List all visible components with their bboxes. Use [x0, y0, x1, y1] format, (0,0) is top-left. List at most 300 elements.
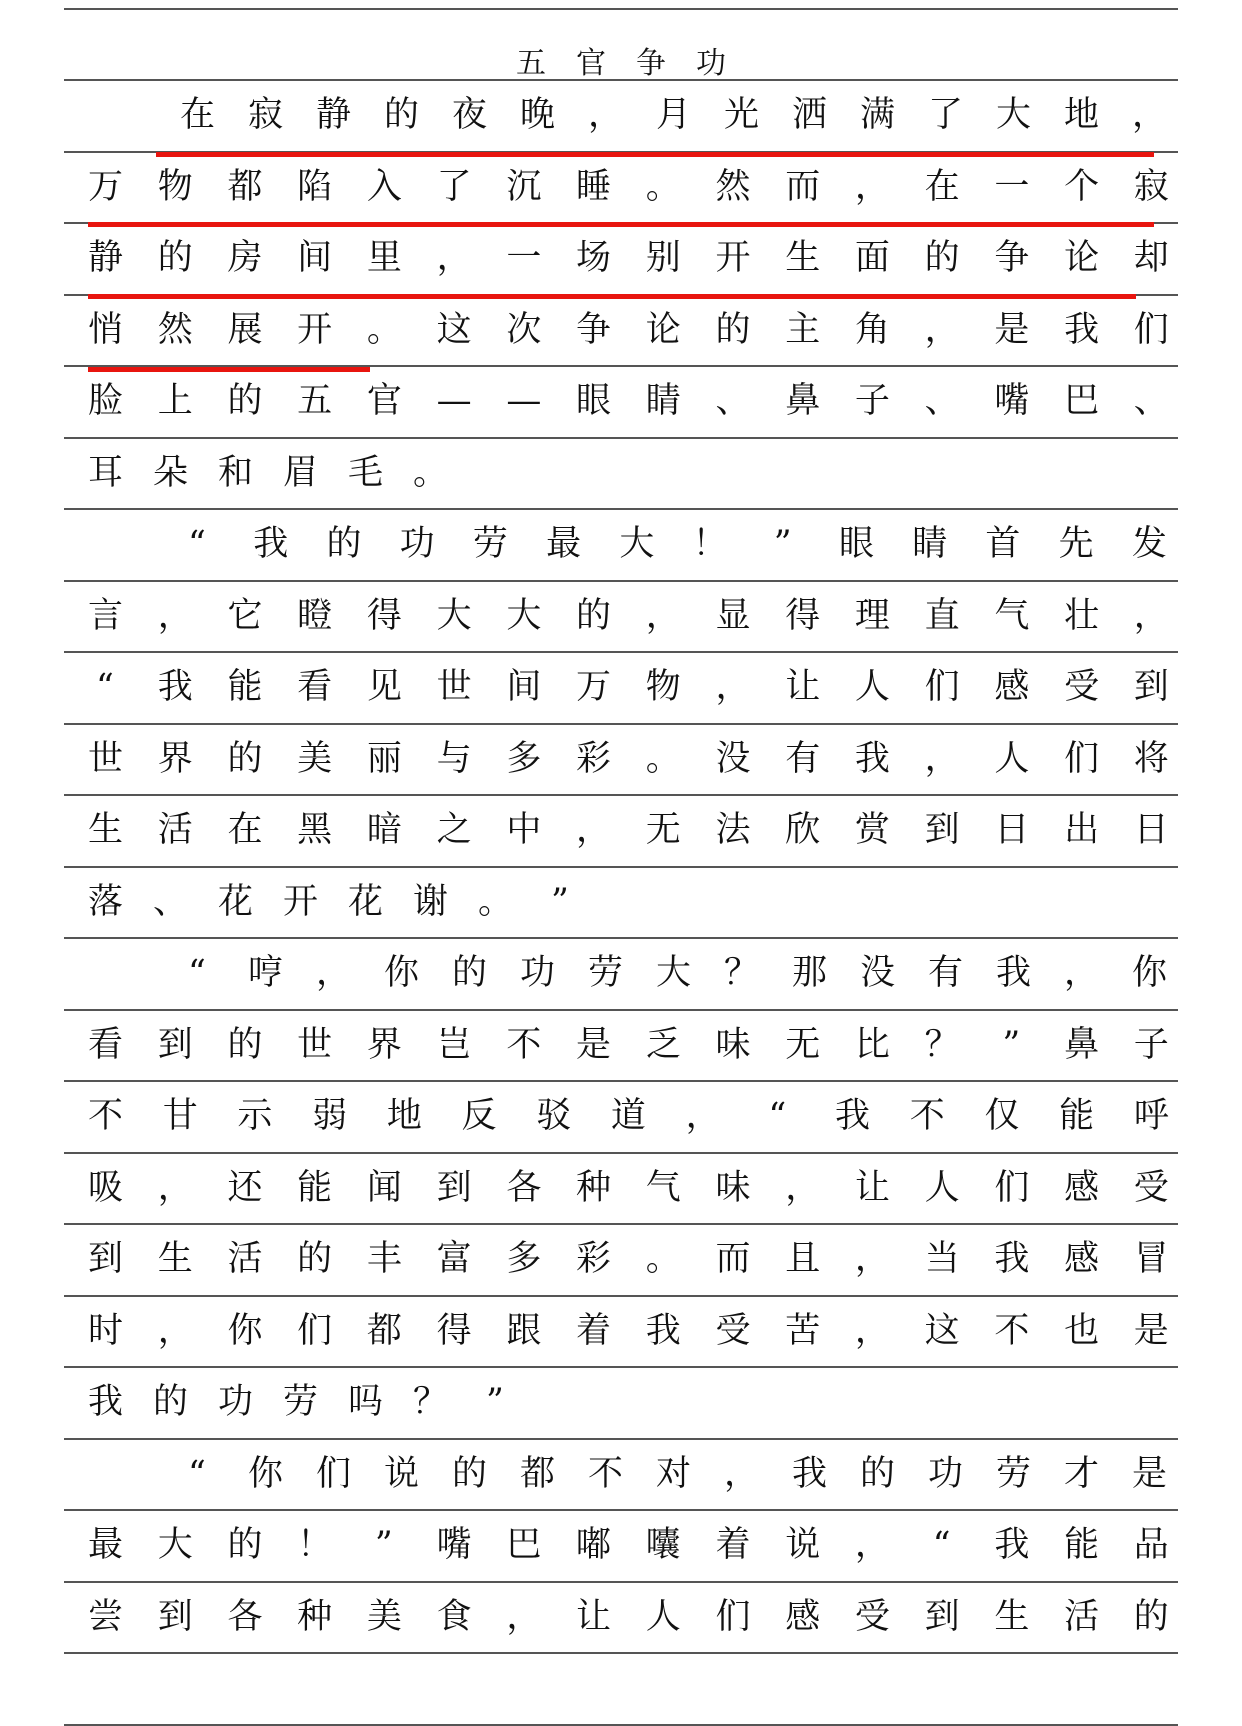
character: 彩	[576, 1238, 612, 1279]
character: 这	[436, 309, 472, 350]
character: 且	[785, 1238, 821, 1279]
character: 个	[1064, 166, 1100, 207]
rule-line	[64, 1366, 1178, 1368]
character: 我	[792, 1453, 828, 1494]
character: 理	[854, 595, 890, 636]
text-line	[88, 802, 1168, 858]
rule-line	[64, 1509, 1178, 1511]
character: 多	[506, 1238, 542, 1279]
character: ，	[576, 809, 612, 850]
character: 不	[994, 1310, 1030, 1351]
text-line	[88, 373, 1168, 429]
character: ，	[924, 309, 960, 350]
character: 的	[227, 1024, 263, 1065]
character: ，	[157, 1167, 193, 1208]
character: 黑	[297, 809, 333, 850]
text-line	[180, 87, 1166, 143]
character: ，	[506, 1596, 542, 1637]
character: 。	[645, 1238, 681, 1279]
rule-line	[64, 723, 1178, 725]
character: 生	[88, 809, 124, 850]
character: 一	[506, 237, 542, 278]
character: 而	[785, 166, 821, 207]
character: 品	[1133, 1524, 1169, 1565]
character: 劳	[472, 523, 508, 564]
character: 得	[366, 595, 402, 636]
character: ，	[854, 1238, 890, 1279]
character: “	[768, 1095, 787, 1136]
character: ”	[551, 881, 569, 922]
rule-line	[64, 1438, 1178, 1440]
text-line	[88, 302, 1168, 358]
character: 嘟	[576, 1524, 612, 1565]
character: 感	[1064, 1238, 1100, 1279]
character: 弱	[312, 1095, 348, 1136]
character: 言	[88, 595, 124, 636]
character: ！	[692, 523, 728, 564]
character: 受	[715, 1310, 751, 1351]
text-line	[88, 445, 1168, 501]
character: 还	[227, 1167, 263, 1208]
text-line	[180, 945, 1166, 1001]
character: 也	[1064, 1310, 1100, 1351]
character: 你	[248, 1453, 284, 1494]
character: 、	[924, 380, 960, 421]
character: 物	[645, 666, 681, 707]
character: 受	[1064, 666, 1100, 707]
character: 我	[1064, 309, 1100, 350]
character: 才	[1064, 1453, 1100, 1494]
character: 论	[645, 309, 681, 350]
text-line	[88, 1231, 1168, 1287]
character: 别	[645, 237, 681, 278]
character: 间	[506, 666, 542, 707]
character: 出	[1064, 809, 1100, 850]
character: 无	[645, 809, 681, 850]
character: 面	[854, 237, 890, 278]
character: 呼	[1133, 1095, 1169, 1136]
character: 气	[994, 595, 1030, 636]
character: 多	[506, 738, 542, 779]
character: 陷	[297, 166, 333, 207]
character: “	[188, 952, 206, 993]
character: 世	[88, 738, 124, 779]
character: 功	[520, 952, 556, 993]
character: 发	[1131, 523, 1167, 564]
character: 壮	[1064, 595, 1100, 636]
character: 、	[153, 881, 189, 922]
red-underline	[88, 294, 1136, 299]
text-line	[88, 159, 1168, 215]
character: 见	[366, 666, 402, 707]
character: ，	[785, 1167, 821, 1208]
character: 能	[297, 1167, 333, 1208]
rule-line	[64, 580, 1178, 582]
character: 论	[1064, 237, 1100, 278]
character: 美	[297, 738, 333, 779]
rule-line	[64, 937, 1178, 939]
red-underline	[88, 222, 1154, 227]
character: 们	[715, 1596, 751, 1637]
character: 到	[436, 1167, 472, 1208]
character: 大	[656, 952, 692, 993]
character: 场	[576, 237, 612, 278]
character: 角	[854, 309, 890, 350]
character: 劳	[996, 1453, 1032, 1494]
character: 比	[854, 1024, 890, 1065]
character: 无	[785, 1024, 821, 1065]
character: 我	[253, 523, 289, 564]
character: 闻	[366, 1167, 402, 1208]
character: 主	[785, 309, 821, 350]
character: 仅	[984, 1095, 1020, 1136]
character: 五	[297, 380, 333, 421]
text-line	[88, 659, 1168, 715]
character: 活	[157, 809, 193, 850]
character: 味	[715, 1167, 751, 1208]
rule-line	[64, 1581, 1178, 1583]
character: 不	[588, 1453, 624, 1494]
character: 的	[157, 237, 193, 278]
rule-line	[64, 437, 1178, 439]
character: 到	[157, 1596, 193, 1637]
character: 到	[157, 1024, 193, 1065]
character: 赏	[854, 809, 890, 850]
character: 得	[436, 1310, 472, 1351]
character: 我	[157, 666, 193, 707]
character: 最	[546, 523, 582, 564]
character: 劳	[588, 952, 624, 993]
character: 里	[366, 237, 402, 278]
character: “	[932, 1524, 951, 1565]
character: 们	[1064, 738, 1100, 779]
character: 在	[924, 166, 960, 207]
rule-line	[64, 1009, 1178, 1011]
character: 是	[1132, 1453, 1168, 1494]
rule-line	[64, 1652, 1178, 1654]
character: 大	[436, 595, 472, 636]
character: 说	[384, 1453, 420, 1494]
character: 大	[157, 1524, 193, 1565]
character: 间	[297, 237, 333, 278]
character: 功	[928, 1453, 964, 1494]
character: 睡	[576, 166, 612, 207]
character: 房	[227, 237, 263, 278]
character: 尝	[88, 1596, 124, 1637]
character: 最	[88, 1524, 124, 1565]
character: 到	[924, 1596, 960, 1637]
rule-line	[64, 866, 1178, 868]
character: “	[96, 666, 114, 707]
character: 岂	[436, 1024, 472, 1065]
character: 让	[785, 666, 821, 707]
character: 争	[576, 309, 612, 350]
character: 人	[994, 738, 1030, 779]
character: 丰	[366, 1238, 402, 1279]
character: ”	[773, 523, 792, 564]
character: 世	[297, 1024, 333, 1065]
character: 劳	[283, 1381, 319, 1422]
character: 是	[576, 1024, 612, 1065]
character: 欣	[785, 809, 821, 850]
character: 着	[576, 1310, 612, 1351]
character: ，	[645, 595, 681, 636]
character: 美	[366, 1596, 402, 1637]
character: ”	[374, 1524, 393, 1565]
character: 反	[461, 1095, 497, 1136]
character: 那	[792, 952, 828, 993]
character: 了	[436, 166, 472, 207]
character: ，	[854, 1310, 890, 1351]
character: 食	[436, 1596, 472, 1637]
text-line	[88, 1160, 1168, 1216]
character: 的	[297, 1238, 333, 1279]
character: 富	[436, 1238, 472, 1279]
character: 朵	[153, 452, 189, 493]
text-line	[88, 1088, 1168, 1144]
character: 子	[1133, 1024, 1169, 1065]
character: 。	[478, 881, 514, 922]
character: 嘴	[994, 380, 1030, 421]
character: ？	[924, 1024, 960, 1065]
character: 界	[157, 738, 193, 779]
character: 的	[860, 1453, 896, 1494]
character: 让	[854, 1167, 890, 1208]
rule-line	[64, 1295, 1178, 1297]
character: 感	[1064, 1167, 1100, 1208]
character: 我	[994, 1238, 1030, 1279]
character: 有	[928, 952, 964, 993]
text-line	[88, 1017, 1168, 1073]
character: 生	[157, 1238, 193, 1279]
character: 吸	[88, 1167, 124, 1208]
character: 展	[227, 309, 263, 350]
character: 看	[88, 1024, 124, 1065]
character: ？	[413, 1381, 449, 1422]
character: ，	[724, 1453, 760, 1494]
character: 静	[316, 94, 352, 135]
character: 都	[520, 1453, 556, 1494]
character: 各	[506, 1167, 542, 1208]
character: 。	[645, 166, 681, 207]
character: 种	[297, 1596, 333, 1637]
character: ，	[854, 166, 890, 207]
character: 有	[785, 738, 821, 779]
rule-line	[64, 79, 1178, 81]
character: 耳	[88, 452, 124, 493]
character: 首	[985, 523, 1021, 564]
text-line	[88, 1303, 1168, 1359]
character: 功	[399, 523, 435, 564]
character: —	[436, 380, 472, 421]
character: 看	[297, 666, 333, 707]
character: 洒	[792, 94, 828, 135]
character: 的	[452, 1453, 488, 1494]
character: ”	[1002, 1024, 1021, 1065]
character: 直	[924, 595, 960, 636]
rule-line	[64, 1152, 1178, 1154]
character: 与	[436, 738, 472, 779]
character: 能	[1064, 1524, 1100, 1565]
character: 彩	[576, 738, 612, 779]
character: ，	[316, 952, 352, 993]
character: 你	[227, 1310, 263, 1351]
character: 。	[645, 738, 681, 779]
character: ，	[588, 94, 624, 135]
character: 晚	[520, 94, 556, 135]
character: 吗	[348, 1381, 384, 1422]
character: 我	[996, 952, 1032, 993]
character: 当	[924, 1238, 960, 1279]
character: 悄	[88, 309, 124, 350]
character: 我	[994, 1524, 1030, 1565]
character: 的	[227, 738, 263, 779]
character: ，	[436, 237, 472, 278]
character: ，	[685, 1095, 721, 1136]
character: 冒	[1133, 1238, 1169, 1279]
character: 月	[656, 94, 692, 135]
character: 种	[576, 1167, 612, 1208]
character: 没	[860, 952, 896, 993]
character: 而	[715, 1238, 751, 1279]
character: 哼	[248, 952, 284, 993]
character: 然	[157, 309, 193, 350]
character: 谢	[413, 881, 449, 922]
character: 们	[1133, 309, 1169, 350]
text-line	[88, 1374, 1168, 1430]
character: ！	[297, 1524, 333, 1565]
character: 巴	[1064, 380, 1100, 421]
character: 它	[227, 595, 263, 636]
character: ，	[1133, 595, 1169, 636]
character: 的	[326, 523, 362, 564]
character: 是	[994, 309, 1030, 350]
character: 界	[366, 1024, 402, 1065]
character: 毛	[348, 452, 384, 493]
character: 味	[715, 1024, 751, 1065]
character: 先	[1058, 523, 1094, 564]
character: 睛	[912, 523, 948, 564]
character: ，	[924, 738, 960, 779]
character: 然	[715, 166, 751, 207]
character: 们	[297, 1310, 333, 1351]
character: 道	[610, 1095, 646, 1136]
text-line	[88, 230, 1168, 286]
character: ，	[157, 595, 193, 636]
character: 争	[994, 237, 1030, 278]
character: 的	[384, 94, 420, 135]
character: 。	[366, 309, 402, 350]
character: 万	[88, 166, 124, 207]
character: 在	[227, 809, 263, 850]
character: 受	[854, 1596, 890, 1637]
character: 鼻	[785, 380, 821, 421]
character: 满	[860, 94, 896, 135]
character: 不	[88, 1095, 124, 1136]
character: 花	[218, 881, 254, 922]
character: 眼	[576, 380, 612, 421]
character: 气	[645, 1167, 681, 1208]
text-line	[88, 874, 1168, 930]
character: 的	[1133, 1596, 1169, 1637]
character: 将	[1133, 738, 1169, 779]
character: 让	[576, 1596, 612, 1637]
character: 大	[506, 595, 542, 636]
character: 光	[724, 94, 760, 135]
character: 静	[88, 237, 124, 278]
character: 们	[994, 1167, 1030, 1208]
character: 人	[854, 666, 890, 707]
character: 子	[854, 380, 890, 421]
character: 脸	[88, 380, 124, 421]
character: 上	[157, 380, 193, 421]
character: 对	[656, 1453, 692, 1494]
character: 开	[283, 881, 319, 922]
character: 时	[88, 1310, 124, 1351]
text-line	[88, 588, 1168, 644]
character: 都	[366, 1310, 402, 1351]
character: 寂	[1133, 166, 1169, 207]
character: 入	[366, 166, 402, 207]
character: 驳	[536, 1095, 572, 1136]
character: 都	[227, 166, 263, 207]
character: 到	[924, 809, 960, 850]
character: 能	[1059, 1095, 1095, 1136]
character: ”	[486, 1381, 504, 1422]
text-line	[88, 1589, 1168, 1645]
character: 我	[88, 1381, 124, 1422]
character: 我	[645, 1310, 681, 1351]
character: 花	[348, 881, 384, 922]
rule-line	[64, 1223, 1178, 1225]
character: 的	[227, 380, 263, 421]
character: 得	[785, 595, 821, 636]
character: 之	[436, 809, 472, 850]
character: 我	[854, 738, 890, 779]
character: 眉	[283, 452, 319, 493]
character: 暗	[366, 809, 402, 850]
character: 是	[1133, 1310, 1169, 1351]
character: 你	[1132, 952, 1168, 993]
rule-line	[64, 8, 1178, 10]
character: 不	[506, 1024, 542, 1065]
character: 能	[227, 666, 263, 707]
character: 一	[994, 166, 1030, 207]
character: 人	[645, 1596, 681, 1637]
character: —	[506, 380, 542, 421]
character: ，	[1064, 952, 1100, 993]
character: 人	[924, 1167, 960, 1208]
rule-line	[64, 508, 1178, 510]
text-line	[180, 516, 1166, 572]
character: 的	[227, 1524, 263, 1565]
rule-line	[64, 651, 1178, 653]
character: 你	[384, 952, 420, 993]
character: 受	[1133, 1167, 1169, 1208]
rule-line	[64, 1080, 1178, 1082]
character: 这	[924, 1310, 960, 1351]
character: 次	[506, 309, 542, 350]
character: 睛	[645, 380, 681, 421]
character: 法	[715, 809, 751, 850]
character: 却	[1133, 237, 1169, 278]
character: 功	[218, 1381, 254, 1422]
character: 的	[576, 595, 612, 636]
character: 官	[366, 380, 402, 421]
character: 的	[153, 1381, 189, 1422]
character: 大	[619, 523, 655, 564]
character: 世	[436, 666, 472, 707]
